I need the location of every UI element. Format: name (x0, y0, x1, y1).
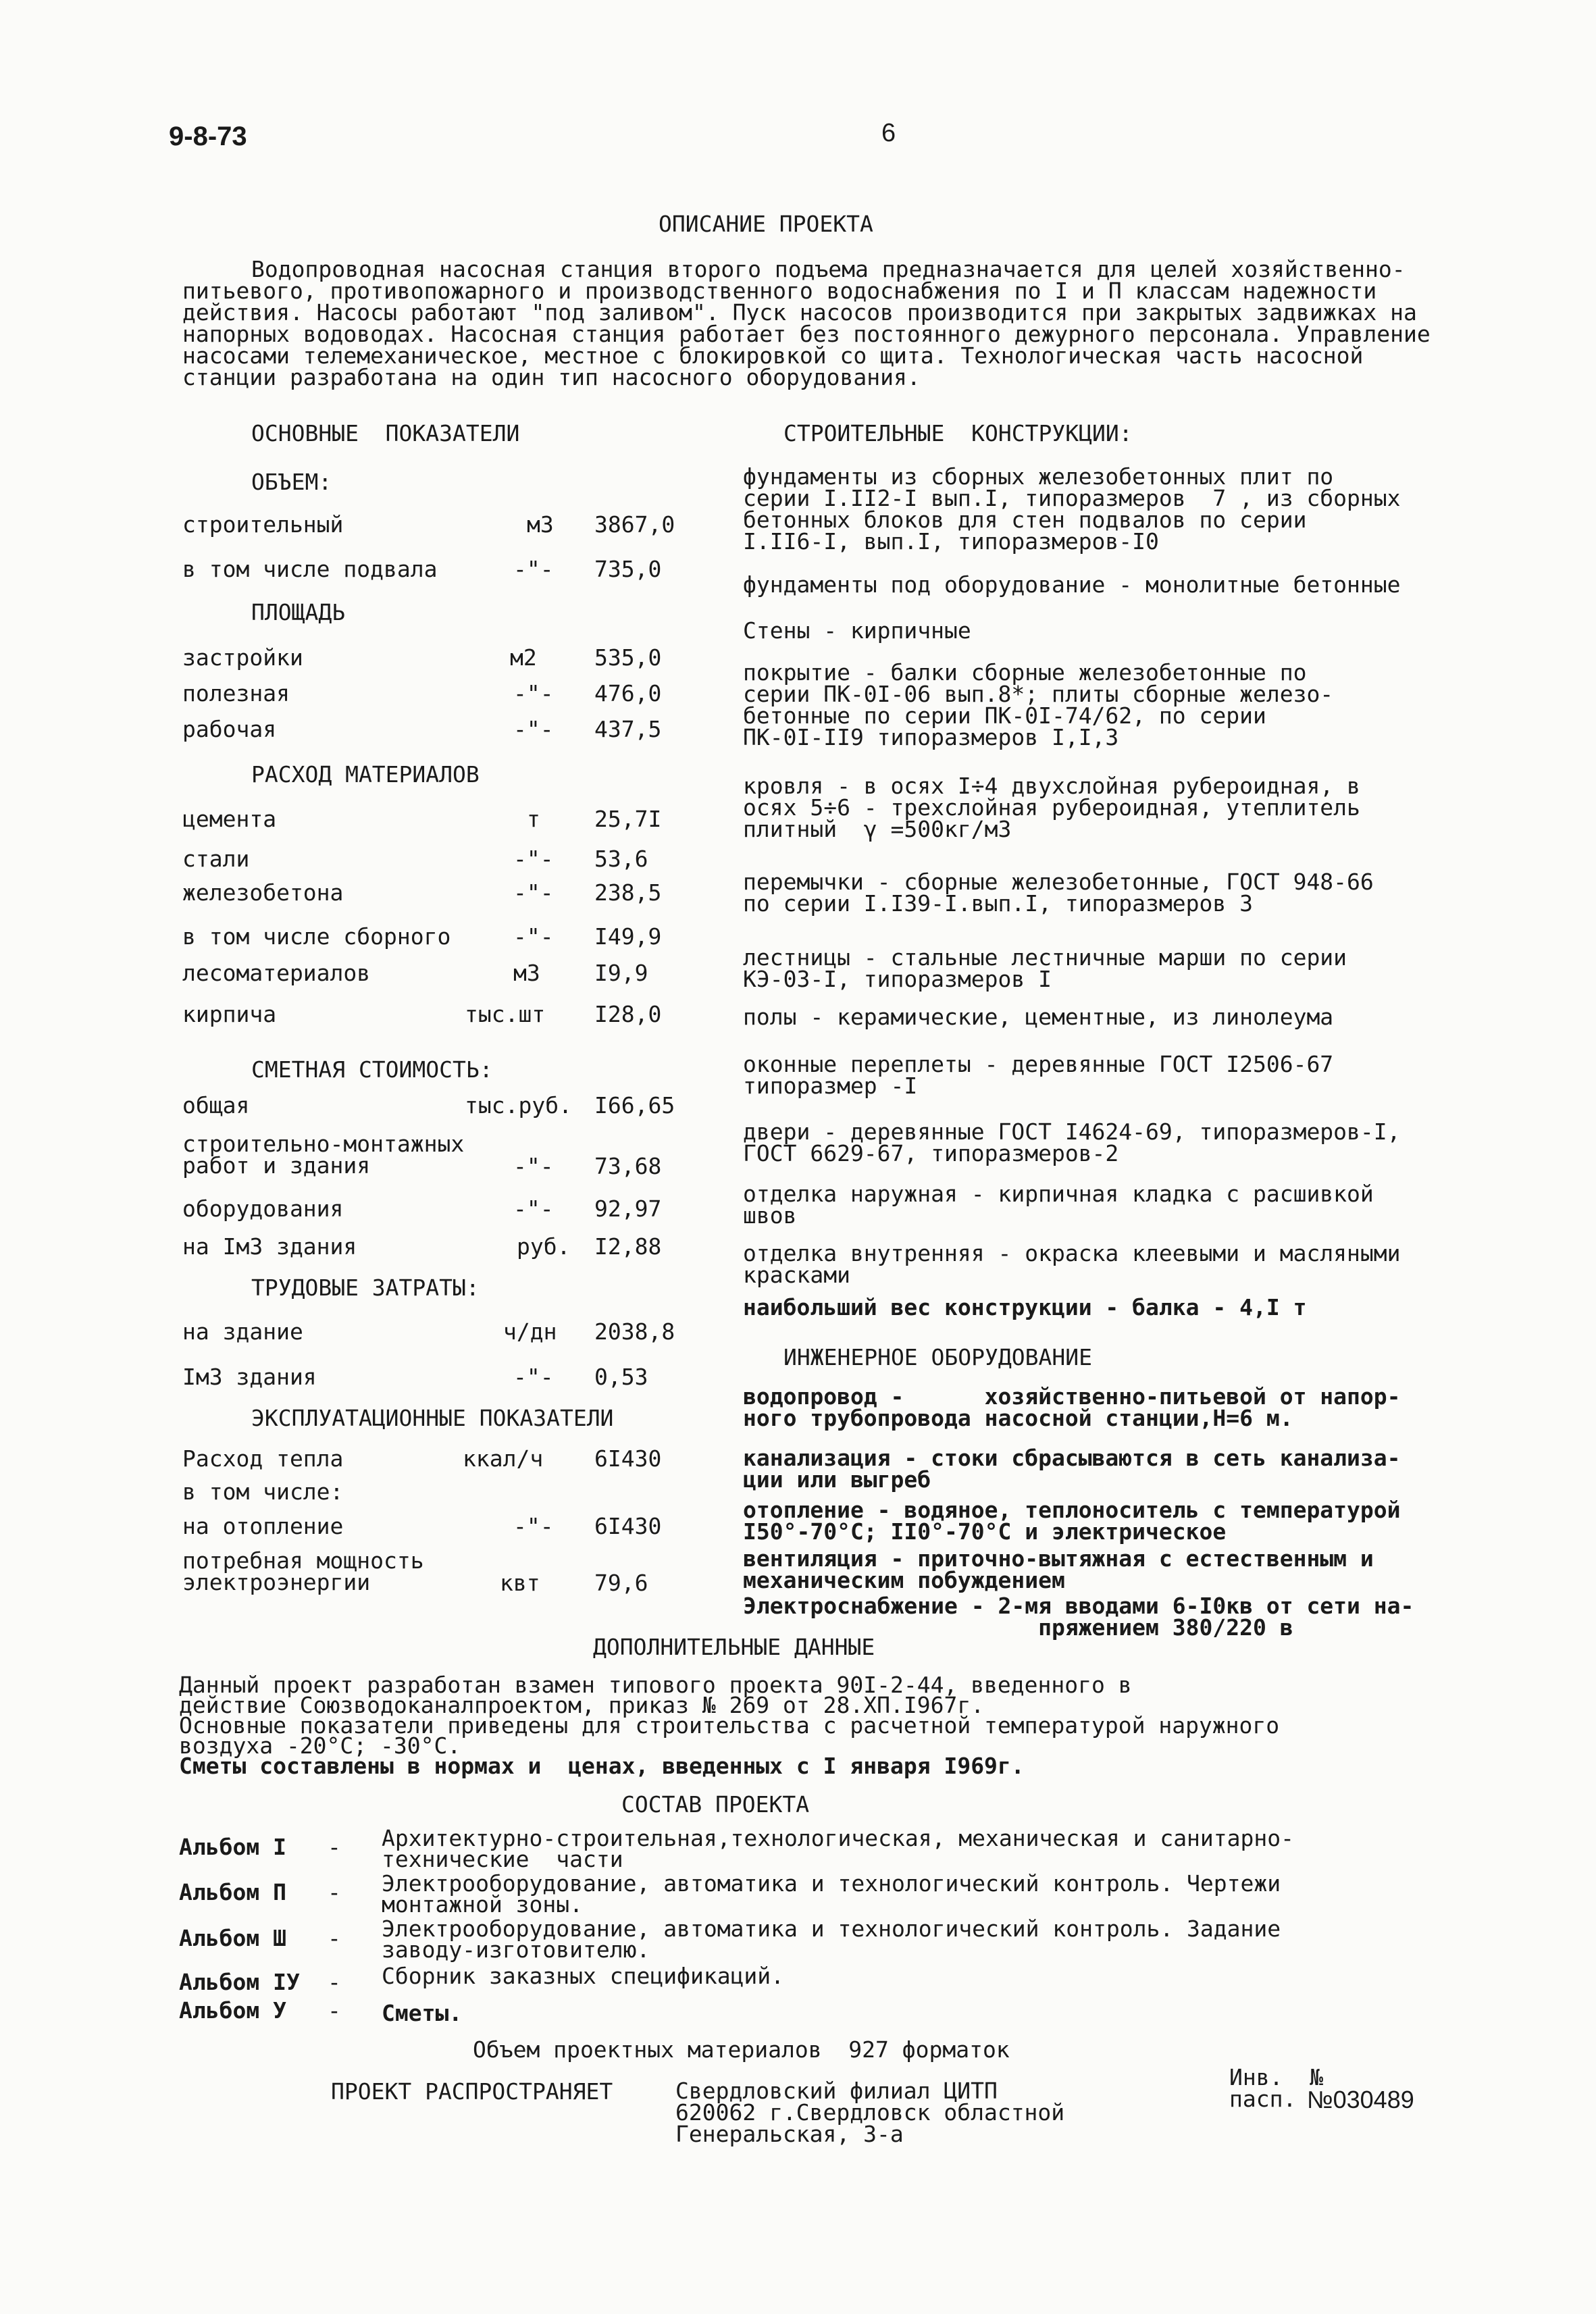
indicator-name: железобетона (182, 879, 344, 906)
construction-item: двери - деревянные ГОСТ I4624-69, типоразмеров-I, ГОСТ 6629-67, типоразмеров-2 (743, 1119, 1401, 1166)
distributor-label: ПРОЕКТ РАСПРОСТРАНЯЕТ (331, 2078, 613, 2105)
intro-line: Водопроводная насосная станция второго подъема предназначается для целей хозяйственно- (251, 256, 1406, 282)
indicator-name: стали (182, 846, 250, 872)
engineering-item: водопровод - хозяйственно-питьевой от напор- ного трубопровода насосной станции,Н=6 м. (743, 1383, 1401, 1431)
indicator-name: строительно-монтажных работ и здания (182, 1131, 465, 1179)
construction-item: отделка наружная - кирпичная кладка с расшивкой швов (743, 1181, 1374, 1229)
additional-line: Данный проект разработан взамен типового проекта 90I-2-44, введенного в (179, 1672, 1132, 1698)
indicator-value: 53,6 (594, 846, 648, 872)
indicator-unit: т (527, 806, 540, 832)
indicator-name: общая (182, 1092, 250, 1119)
page-title: ОПИСАНИЕ ПРОЕКТА (659, 211, 873, 237)
indicator-name: застройки (182, 644, 303, 671)
indicator-name: Расход тепла (182, 1445, 344, 1472)
additional-line: Основные показатели приведены для строительства с расчетной температурой наружного (179, 1712, 1280, 1739)
indicator-unit: -"- (513, 879, 554, 906)
indicator-value: 476,0 (594, 680, 662, 706)
group-heading: ПЛОЩАДЬ (251, 599, 346, 625)
construction-item: оконные переплеты - деревянные ГОСТ I2506-67 типоразмер -I (743, 1051, 1334, 1099)
indicator-unit: м3 (513, 960, 540, 986)
intro-line: насосами телемеханическое, местное с блокировкой со щита. Технологическая часть насосной (182, 342, 1364, 369)
indicator-value: 6I430 (594, 1445, 662, 1472)
indicator-value: 79,6 (594, 1570, 648, 1596)
indicator-name: строительный (182, 511, 344, 538)
indicator-value: 25,7I (594, 806, 662, 832)
indicator-name: лесоматериалов (182, 960, 371, 986)
album-text: Архитектурно-строительная,технологическая, механическая и санитарно- технические части (382, 1825, 1295, 1872)
engineering-item: отопление - водяное, теплоноситель с температурой I50°-70°С; II0°-70°С и электрическое (743, 1497, 1401, 1545)
indicator-unit: -"- (513, 556, 554, 582)
indicators-title: ОСНОВНЫЕ ПОКАЗАТЕЛИ (251, 420, 520, 446)
indicator-unit: квт (500, 1570, 540, 1596)
indicator-unit: -"- (513, 846, 554, 872)
indicator-name: цемента (182, 806, 277, 832)
album-label: Альбом У (179, 1997, 286, 2024)
additional-line: воздуха -20°С; -30°С. (179, 1732, 461, 1759)
additional-line: Сметы составлены в нормах и ценах, введенных с I января I969г. (179, 1753, 1025, 1779)
constructions-title: СТРОИТЕЛЬНЫЕ КОНСТРУКЦИИ: (783, 420, 1133, 446)
indicator-unit: м3 (527, 511, 554, 538)
intro-line: питьевого, противопожарного и производственного водоснабжения по I и П классам надежности (182, 278, 1377, 304)
indicator-name: на Iм3 здания (182, 1233, 357, 1260)
indicator-name: полезная (182, 680, 290, 706)
indicator-name: потребная мощность электроэнергии (182, 1547, 424, 1595)
inventory-label: Инв. № пасп. (1229, 2064, 1324, 2112)
indicator-unit: -"- (513, 1364, 554, 1390)
additional-title: ДОПОЛНИТЕЛЬНЫЕ ДАННЫЕ (593, 1634, 875, 1660)
indicator-value: I49,9 (594, 923, 662, 950)
indicator-name: на отопление (182, 1513, 344, 1539)
album-dash: - (328, 1879, 341, 1905)
indicator-unit: -"- (513, 680, 554, 706)
construction-item: Стены - кирпичные (743, 617, 971, 644)
indicator-unit: м2 (510, 644, 537, 671)
album-text: Сметы. (382, 2000, 463, 2026)
indicator-unit: -"- (513, 1153, 554, 1179)
construction-item: перемычки - сборные железобетонные, ГОСТ 948-66 по серии I.I39-I.вып.I, типоразмеров 3 (743, 869, 1374, 917)
indicator-value: 2038,8 (594, 1318, 675, 1345)
album-dash: - (328, 1925, 341, 1951)
indicator-value: I9,9 (594, 960, 648, 986)
indicator-name: в том числе: (182, 1479, 344, 1505)
distributor-address: Свердловский филиал ЦИТП 620062 г.Свердловск областной Генеральская, 3-а (675, 2078, 1065, 2147)
album-text: Электрооборудование, автоматика и технологический контроль. Чертежи монтажной зоны. (382, 1870, 1281, 1918)
group-heading: РАСХОД МАТЕРИАЛОВ (251, 761, 480, 788)
indicator-value: 6I430 (594, 1513, 662, 1539)
inventory-number: №030489 (1307, 2086, 1414, 2113)
indicator-unit: тыс.руб. (465, 1092, 572, 1119)
intro-line: станции разработана на один тип насосного оборудования. (182, 364, 921, 390)
construction-item: отделка внутренняя - окраска клеевыми и масляными красками (743, 1240, 1401, 1288)
indicator-name: в том числе сборного (182, 923, 451, 950)
indicator-value: 735,0 (594, 556, 662, 582)
engineering-item: Электроснабжение - 2-мя вводами 6-I0кв от сети на- пряжением 380/220 в (743, 1593, 1414, 1641)
indicator-unit: -"- (513, 716, 554, 742)
indicator-value: 535,0 (594, 644, 662, 671)
album-label: Альбом IУ (179, 1969, 300, 1995)
indicator-value: 92,97 (594, 1195, 662, 1222)
materials-volume: Объем проектных материалов 927 форматок (473, 2036, 1010, 2063)
engineering-item: канализация - стоки сбрасываются в сеть канализа- ции или выгреб (743, 1445, 1401, 1493)
indicator-value: I2,88 (594, 1233, 662, 1260)
indicator-unit: -"- (513, 923, 554, 950)
group-heading: СМЕТНАЯ СТОИМОСТЬ: (251, 1056, 493, 1083)
additional-line: действие Союзводоканалпроектом, приказ № 269 от 28.XП.I967г. (179, 1692, 985, 1718)
indicator-name: Iм3 здания (182, 1364, 317, 1390)
group-heading: ТРУДОВЫЕ ЗАТРАТЫ: (251, 1275, 480, 1301)
intro-line: действия. Насосы работают "под заливом". Пуск насосов производится при закрытых задвижках на (182, 299, 1417, 326)
construction-item: кровля - в осях I÷4 двухслойная рубероидная, в осях 5÷6 - трехслойная рубероидная, утеплитель плитный γ =500кг/м3 (743, 773, 1360, 842)
album-label: Альбом П (179, 1879, 286, 1905)
construction-item: полы - керамические, цементные, из линолеума (743, 1004, 1334, 1030)
indicator-value: I66,65 (594, 1092, 675, 1119)
album-dash: - (328, 1969, 341, 1995)
album-text: Сборник заказных спецификаций. (382, 1963, 785, 1989)
indicator-name: в том числе подвала (182, 556, 438, 582)
album-text: Электрооборудование, автоматика и технологический контроль. Задание заводу-изготовителю. (382, 1916, 1281, 1963)
indicator-value: I28,0 (594, 1001, 662, 1027)
indicator-value: 0,53 (594, 1364, 648, 1390)
album-dash: - (328, 1997, 341, 2024)
indicator-unit: ккал/ч (463, 1445, 544, 1472)
construction-item: наибольший вес конструкции - балка - 4,I т (743, 1294, 1307, 1320)
construction-item: фундаменты под оборудование - монолитные бетонные (743, 571, 1401, 598)
construction-item: покрытие - балки сборные железобетонные по серии ПК-0I-06 вып.8*; плиты сборные железо- бетонные по серии ПК-0I-74/62, по серии ПК-0I-II9 типоразмеров I,I,3 (743, 659, 1334, 750)
album-label: Альбом Ш (179, 1925, 286, 1951)
indicator-unit: тыс.шт (465, 1001, 546, 1027)
indicator-name: кирпича (182, 1001, 277, 1027)
indicator-name: на здание (182, 1318, 303, 1345)
composition-title: СОСТАВ ПРОЕКТА (621, 1791, 810, 1818)
album-label: Альбом I (179, 1834, 286, 1860)
album-dash: - (328, 1834, 341, 1860)
page-number: 6 (881, 119, 896, 147)
construction-item: лестницы - стальные лестничные марши по серии КЭ-03-I, типоразмеров I (743, 944, 1347, 992)
indicator-unit: -"- (513, 1195, 554, 1222)
indicator-name: оборудования (182, 1195, 344, 1222)
engineering-title: ИНЖЕНЕРНОЕ ОБОРУДОВАНИЕ (783, 1344, 1092, 1370)
indicator-unit: руб. (517, 1233, 571, 1260)
indicator-unit: -"- (513, 1513, 554, 1539)
group-heading: ОБЪЕМ: (251, 469, 332, 495)
group-heading: ЭКСПЛУАТАЦИОННЫЕ ПОКАЗАТЕЛИ (251, 1405, 614, 1431)
document-id: 9-8-73 (169, 122, 247, 151)
indicator-value: 73,68 (594, 1153, 662, 1179)
indicator-name: рабочая (182, 716, 277, 742)
indicator-value: 437,5 (594, 716, 662, 742)
indicator-value: 238,5 (594, 879, 662, 906)
indicator-unit: ч/дн (503, 1318, 557, 1345)
construction-item: фундаменты из сборных железобетонных плит по серии I.II2-I вып.I, типоразмеров 7 , из сборных бетонных блоков для стен подвалов по серии I.II6-I, вып.I, типоразмеров-I0 (743, 463, 1401, 555)
indicator-value: 3867,0 (594, 511, 675, 538)
engineering-item: вентиляция - приточно-вытяжная с естественным и механическим побуждением (743, 1545, 1374, 1593)
intro-line: напорных водоводах. Насосная станция работает без постоянного дежурного персонала. Управление (182, 321, 1431, 347)
